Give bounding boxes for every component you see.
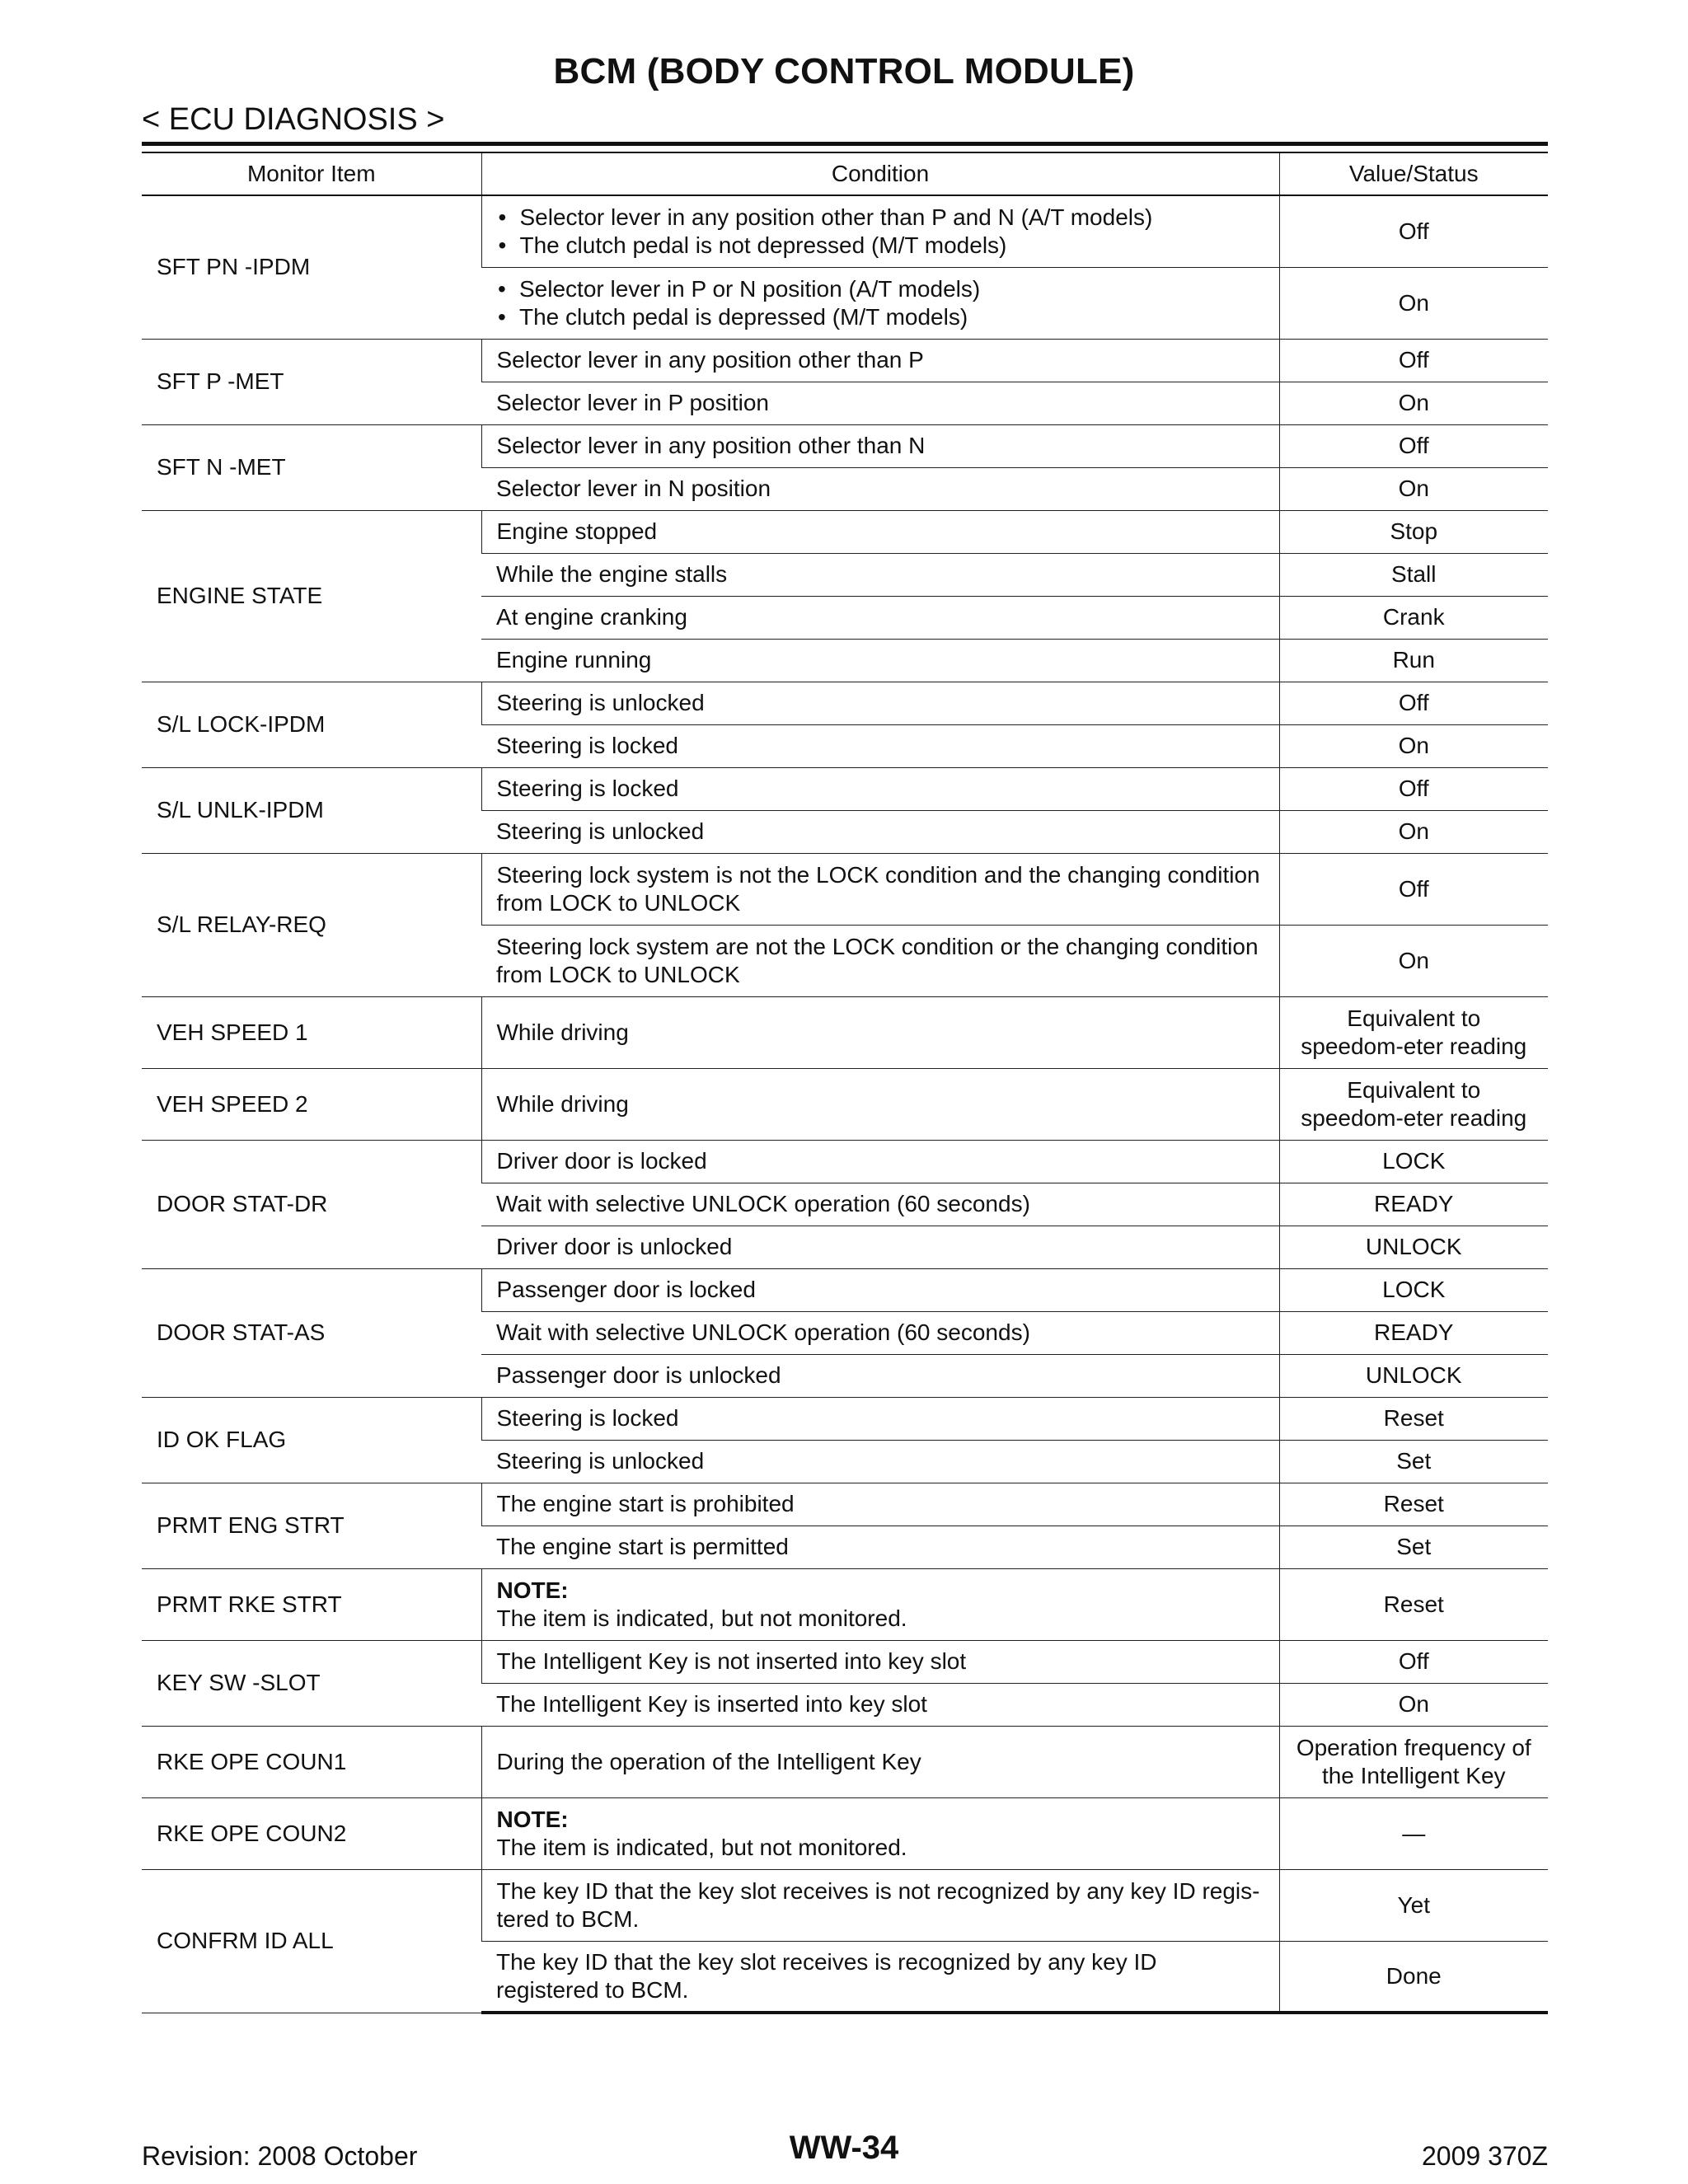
monitor-item: RKE OPE COUN2 — [142, 1797, 481, 1869]
monitor-item: PRMT ENG STRT — [142, 1483, 481, 1568]
table-row — [142, 682, 1548, 724]
note-text: The item is indicated, but not monitored. — [496, 1834, 907, 1860]
value-status: READY — [1279, 1183, 1548, 1226]
monitor-item: ID OK FLAG — [142, 1397, 481, 1483]
page-title: BCM (BODY CONTROL MODULE) — [553, 51, 1135, 91]
condition-bullets — [496, 275, 1264, 331]
table-row — [142, 1140, 1548, 1183]
section-label: < ECU DIAGNOSIS > — [142, 102, 445, 137]
table-row — [142, 1869, 1548, 1941]
condition-cell: Steering is unlocked — [481, 1440, 1279, 1483]
condition-cell: Steering is locked — [481, 724, 1279, 767]
condition-cell: The key ID that the key slot receives is not recognized by any key ID regis-tered to BCM. — [481, 1869, 1279, 1941]
condition-bullet: • Selector lever in any position other than P and N (A/T models) — [497, 204, 1264, 232]
footer-page-number: WW-34 — [789, 2130, 899, 2166]
table-row — [142, 767, 1548, 810]
note-label: NOTE: — [496, 1577, 569, 1603]
condition-cell: The key ID that the key slot receives is recognized by any key ID registered to BCM. — [481, 1941, 1279, 2013]
value-status: Stall — [1279, 553, 1548, 596]
footer-revision: Revision: 2008 October — [142, 2141, 418, 2171]
value-status: On — [1279, 267, 1548, 339]
table-row — [142, 1397, 1548, 1440]
table-row — [142, 195, 1548, 267]
value-status: LOCK — [1279, 1268, 1548, 1311]
condition-cell: Steering is unlocked — [481, 682, 1279, 724]
condition-cell: Wait with selective UNLOCK operation (60 seconds) — [481, 1311, 1279, 1354]
condition-cell: While the engine stalls — [481, 553, 1279, 596]
value-status: On — [1279, 724, 1548, 767]
condition-cell: During the operation of the Intelligent Key — [481, 1726, 1279, 1797]
table-row — [142, 1726, 1548, 1797]
value-status: Run — [1279, 639, 1548, 682]
monitor-item: DOOR STAT-AS — [142, 1268, 481, 1397]
value-status: Reset — [1279, 1483, 1548, 1526]
value-status: On — [1279, 1683, 1548, 1726]
value-status: Off — [1279, 853, 1548, 925]
condition-cell: Selector lever in N position — [481, 467, 1279, 510]
condition-cell: The Intelligent Key is not inserted into key slot — [481, 1640, 1279, 1683]
condition-bullets — [497, 204, 1264, 260]
value-status: Set — [1279, 1440, 1548, 1483]
value-status: Off — [1279, 682, 1548, 724]
value-status: LOCK — [1279, 1140, 1548, 1183]
condition-bullet: • Selector lever in P or N position (A/T models) — [496, 275, 1264, 303]
table-row — [142, 996, 1548, 1068]
column-header-monitor-item: Monitor Item — [142, 153, 481, 195]
value-status: Reset — [1279, 1397, 1548, 1440]
table-row — [142, 1483, 1548, 1526]
condition-cell — [481, 1797, 1279, 1869]
table-row — [142, 1797, 1548, 1869]
monitor-item-table — [142, 153, 1548, 2014]
monitor-item: S/L LOCK-IPDM — [142, 682, 481, 767]
value-status: Off — [1279, 424, 1548, 467]
value-status: Crank — [1279, 596, 1548, 639]
monitor-item: SFT N -MET — [142, 424, 481, 510]
condition-cell: Steering lock system is not the LOCK condition and the changing condition from LOCK to UNLOCK — [481, 853, 1279, 925]
table-row — [142, 1068, 1548, 1140]
value-status: Done — [1279, 1941, 1548, 2013]
value-status: UNLOCK — [1279, 1354, 1548, 1397]
column-header-value-status: Value/Status — [1279, 153, 1548, 195]
table-header-row — [142, 153, 1548, 195]
monitor-item: VEH SPEED 1 — [142, 996, 481, 1068]
table-row — [142, 1640, 1548, 1683]
table-row — [142, 1268, 1548, 1311]
monitor-item: DOOR STAT-DR — [142, 1140, 481, 1268]
condition-cell: Selector lever in any position other than N — [481, 424, 1279, 467]
condition-cell: At engine cranking — [481, 596, 1279, 639]
table-row — [142, 339, 1548, 382]
condition-cell — [481, 267, 1279, 339]
value-status: Equivalent to speedom-eter reading — [1279, 996, 1548, 1068]
condition-cell: While driving — [481, 996, 1279, 1068]
condition-cell: Selector lever in P position — [481, 382, 1279, 424]
condition-cell: While driving — [481, 1068, 1279, 1140]
condition-cell: Engine stopped — [481, 510, 1279, 553]
table-row — [142, 853, 1548, 925]
monitor-item: SFT PN -IPDM — [142, 195, 481, 339]
value-status: Equivalent to speedom-eter reading — [1279, 1068, 1548, 1140]
value-status: UNLOCK — [1279, 1226, 1548, 1268]
footer-model: 2009 370Z — [1421, 2141, 1548, 2171]
note-text: The item is indicated, but not monitored. — [496, 1605, 907, 1631]
monitor-item: KEY SW -SLOT — [142, 1640, 481, 1726]
condition-cell: The engine start is prohibited — [481, 1483, 1279, 1526]
condition-cell: Passenger door is locked — [481, 1268, 1279, 1311]
column-header-condition: Condition — [481, 153, 1279, 195]
table-row — [142, 510, 1548, 553]
condition-cell: Engine running — [481, 639, 1279, 682]
table-row — [142, 1568, 1548, 1640]
condition-cell: Driver door is unlocked — [481, 1226, 1279, 1268]
value-status: Off — [1279, 1640, 1548, 1683]
monitor-item: SFT P -MET — [142, 339, 481, 424]
value-status: Set — [1279, 1526, 1548, 1568]
value-status: — — [1279, 1797, 1548, 1869]
value-status: READY — [1279, 1311, 1548, 1354]
condition-cell: The engine start is permitted — [481, 1526, 1279, 1568]
value-status: Operation frequency of the Intelligent Key — [1279, 1726, 1548, 1797]
condition-cell: The Intelligent Key is inserted into key slot — [481, 1683, 1279, 1726]
monitor-item: S/L RELAY-REQ — [142, 853, 481, 996]
value-status: Off — [1279, 767, 1548, 810]
value-status: On — [1279, 925, 1548, 996]
value-status: Off — [1279, 339, 1548, 382]
condition-cell: Steering is unlocked — [481, 810, 1279, 853]
monitor-item: VEH SPEED 2 — [142, 1068, 481, 1140]
value-status: Yet — [1279, 1869, 1548, 1941]
condition-cell: Wait with selective UNLOCK operation (60 seconds) — [481, 1183, 1279, 1226]
condition-cell: Passenger door is unlocked — [481, 1354, 1279, 1397]
condition-cell: Steering lock system are not the LOCK condition or the changing condition from LOCK to UNLOCK — [481, 925, 1279, 996]
value-status: On — [1279, 382, 1548, 424]
condition-cell — [481, 1568, 1279, 1640]
monitor-item: PRMT RKE STRT — [142, 1568, 481, 1640]
monitor-item: CONFRM ID ALL — [142, 1869, 481, 2013]
table-row — [142, 424, 1548, 467]
value-status: On — [1279, 810, 1548, 853]
value-status: Off — [1279, 195, 1548, 267]
condition-cell: Steering is locked — [481, 1397, 1279, 1440]
monitor-item: ENGINE STATE — [142, 510, 481, 682]
condition-cell — [481, 195, 1279, 267]
condition-bullet: • The clutch pedal is not depressed (M/T models) — [497, 232, 1264, 260]
value-status: On — [1279, 467, 1548, 510]
header-rule-thick — [142, 142, 1548, 146]
condition-cell: Steering is locked — [481, 767, 1279, 810]
monitor-item: S/L UNLK-IPDM — [142, 767, 481, 853]
value-status: Stop — [1279, 510, 1548, 553]
value-status: Reset — [1279, 1568, 1548, 1640]
condition-cell: Selector lever in any position other than P — [481, 339, 1279, 382]
condition-bullet: • The clutch pedal is depressed (M/T models) — [496, 303, 1264, 331]
condition-cell: Driver door is locked — [481, 1140, 1279, 1183]
note-label: NOTE: — [496, 1806, 569, 1832]
monitor-item: RKE OPE COUN1 — [142, 1726, 481, 1797]
